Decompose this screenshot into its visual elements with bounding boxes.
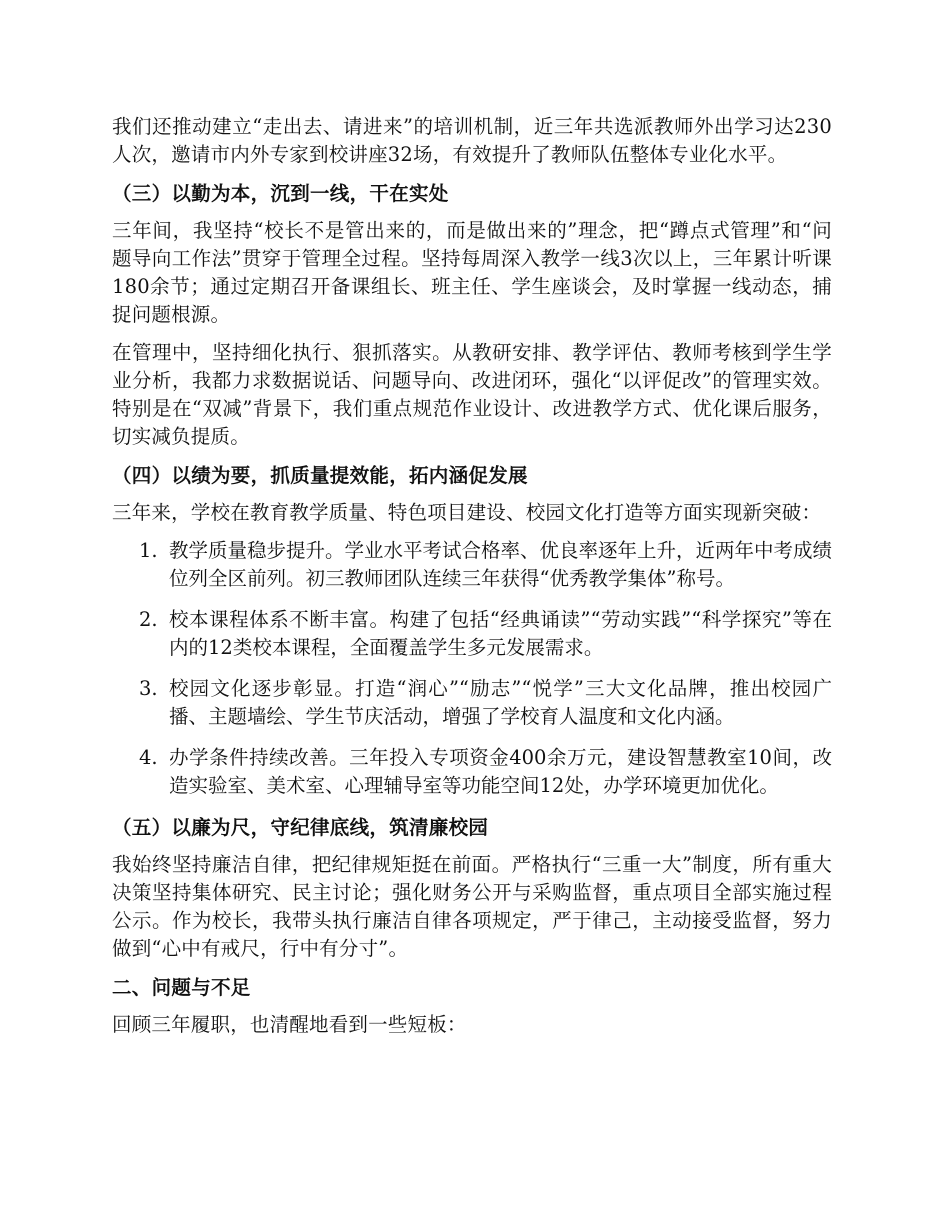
paragraph-shortcomings-intro: 回顾三年履职，也清醒地看到一些短板： xyxy=(112,1013,467,1036)
list-item xyxy=(112,606,832,661)
achievements-list xyxy=(112,537,832,799)
list-item-text: 教学质量稳步提升。学业水平考试合格率、优良率逐年上升，近两年中考成绩位列全区前列。初三教师团队连续三年获得“优秀教学集体”称号。 xyxy=(169,539,833,590)
section-heading-5: （五）以廉为尺，守纪律底线，筑清廉校园 xyxy=(112,816,489,839)
section-heading-4: （四）以绩为要，抓质量提效能，拓内涵促发展 xyxy=(112,464,528,487)
paragraph-training-mechanism: 我们还推动建立“走出去、请进来”的培训机制，近三年共选派教师外出学习达230人次，邀请市内外专家到校讲座32场，有效提升了教师队伍整体专业化水平。 xyxy=(112,115,832,166)
list-item-number: 1. xyxy=(139,539,158,562)
list-item-number: 4. xyxy=(139,746,158,769)
paragraph-integrity: 我始终坚持廉洁自律，把纪律规矩挺在前面。严格执行“三重一大”制度，所有重大决策坚持集体研究、民主讨论；强化财务公开与采购监督，重点项目全部实施过程公示。作为校长，我带头执行廉洁自律各项规定，严于律己，主动接受监督，努力做到“心中有戒尺，行中有分寸”。 xyxy=(112,853,832,960)
list-item xyxy=(112,675,832,730)
section-heading-3: （三）以勤为本，沉到一线，干在实处 xyxy=(112,182,449,205)
list-item xyxy=(112,744,832,799)
list-item-text: 办学条件持续改善。三年投入专项资金400余万元，建设智慧教室10间，改造实验室、美术室、心理辅导室等功能空间12处，办学环境更加优化。 xyxy=(169,746,832,797)
section-heading-problems: 二、问题与不足 xyxy=(112,976,251,999)
list-item-text: 校本课程体系不断丰富。构建了包括“经典诵读”“劳动实践”“科学探究”等在内的12类校本课程，全面覆盖学生多元发展需求。 xyxy=(169,608,832,659)
paragraph-frontline-management: 三年间，我坚持“校长不是管出来的，而是做出来的”理念，把“蹲点式管理”和“问题导向工作法”贯穿于管理全过程。坚持每周深入教学一线3次以上，三年累计听课180余节；通过定期召开备课组长、班主任、学生座谈会，及时掌握一线动态，捕捉问题根源。 xyxy=(112,219,832,326)
list-item-number: 2. xyxy=(139,608,158,631)
paragraph-implementation: 在管理中，坚持细化执行、狠抓落实。从教研安排、教学评估、教师考核到学生学业分析，我都力求数据说话、问题导向、改进闭环，强化“以评促改”的管理实效。特别是在“双减”背景下，我们重点规范作业设计、改进教学方式、优化课后服务，切实减负提质。 xyxy=(112,341,832,448)
list-item-text: 校园文化逐步彰显。打造“润心”“励志”“悦学”三大文化品牌，推出校园广播、主题墙绘、学生节庆活动，增强了学校育人温度和文化内涵。 xyxy=(169,677,832,728)
list-item-number: 3. xyxy=(139,677,158,700)
list-item xyxy=(112,537,832,592)
document-page xyxy=(112,113,832,1049)
paragraph-breakthroughs-intro: 三年来，学校在教育教学质量、特色项目建设、校园文化打造等方面实现新突破： xyxy=(112,501,822,524)
